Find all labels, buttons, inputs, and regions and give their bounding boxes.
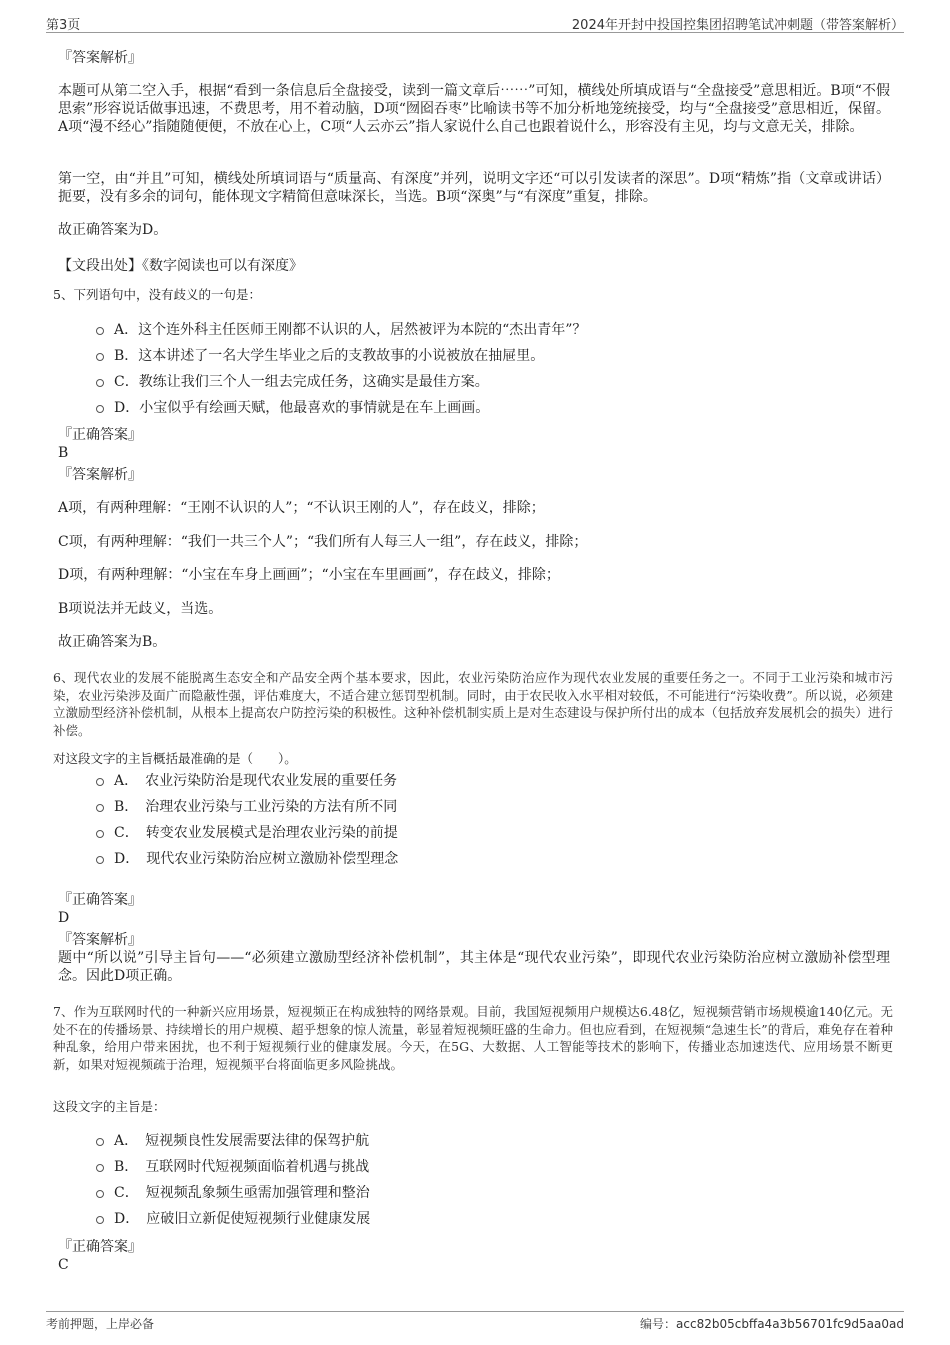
q4-analysis-para-1: 本题可从第二空入手，根据“看到一条信息后全盘接受，读到一篇文章后⋯⋯”可知，横线处所填成语与“全盘接受”意思相近。B项“不假思索”形容说话做事迅速，不费思考，用不着动脑，D项“囫囵吞枣”比喻读书等不加分析地笼统接受，均与“全盘接受”意思相近，保留。A项“漫不经心”指随随便便，不放在心上，C项“人云亦云”指人家说什么自己也跟着说什么，形容没有主见，均与文意无关，排除。 [58, 83, 890, 135]
q5-stem: 5、下列语句中，没有歧义的一句是： [53, 287, 261, 302]
q5-answer-label: 『正确答案』 [58, 427, 142, 443]
radio-icon[interactable] [96, 856, 104, 864]
document-code: 编号：acc82b05cbffa4a3b56701fc9d5aa0ad [640, 1317, 904, 1331]
q5-analysis-label: 『答案解析』 [58, 467, 142, 483]
q6-stem: 6、现代农业的发展不能脱离生态安全和产品安全两个基本要求，因此，农业污染防治应作为现代农业发展的重要任务之一。不同于工业污染和城市污染，农业污染涉及面广而隐蔽性强，评估难度大，不适合建立惩罚型机制。同时，由于农民收入水平相对较低，不可能进行“污染收费”。所以说，必须建立激励型经济补偿机制，从根本上提高农户防控污染的积极性。这种补偿机制实质上是对生态建设与保护所付出的成本（包括放弃发展机会的损失）进行补偿。 [53, 670, 893, 738]
q7-answer-label: 『正确答案』 [58, 1239, 142, 1255]
q6-analysis: 题中“所以说”引导主旨句——“必须建立激励型经济补偿机制”，其主体是“现代农业污染”，即现代农业污染防治应树立激励补偿型理念。因此D项正确。 [58, 950, 890, 984]
radio-icon[interactable] [96, 353, 104, 361]
q7-option-d[interactable]: D． 应破旧立新促使短视频行业健康发展 [96, 1210, 370, 1228]
radio-icon[interactable] [96, 379, 104, 387]
q4-conclusion: 故正确答案为D。 [58, 222, 168, 238]
radio-icon[interactable] [96, 1190, 104, 1198]
radio-icon[interactable] [96, 1164, 104, 1172]
footer-slogan: 考前押题，上岸必备 [46, 1317, 155, 1331]
page-header [46, 12, 904, 33]
radio-icon[interactable] [96, 778, 104, 786]
radio-icon[interactable] [96, 1138, 104, 1146]
q5-option-b[interactable]: B．这本讲述了一名大学生毕业之后的支教故事的小说被放在抽屉里。 [96, 347, 544, 365]
q5-analysis-line: B项说法并无歧义，当选。 [58, 601, 223, 617]
radio-icon[interactable] [96, 804, 104, 812]
document-title: 2024年开封中投国控集团招聘笔试冲刺题（带答案解析） [571, 18, 904, 33]
radio-icon[interactable] [96, 405, 104, 413]
q5-analysis-line: A项，有两种理解：“王刚不认识的人”；“不认识王刚的人”，存在歧义，排除； [58, 500, 545, 516]
page-footer [46, 1311, 904, 1336]
q6-option-a[interactable]: A． 农业污染防治是现代农业发展的重要任务 [96, 772, 397, 790]
q5-conclusion: 故正确答案为B。 [58, 634, 167, 650]
q7-option-b[interactable]: B． 互联网时代短视频面临着机遇与挑战 [96, 1158, 369, 1176]
q4-source: 【文段出处】《数字阅读也可以有深度》 [58, 258, 303, 274]
radio-icon[interactable] [96, 830, 104, 838]
q7-answer: C [58, 1257, 69, 1273]
q7-question: 这段文字的主旨是： [53, 1099, 166, 1114]
q4-analysis-para-2: 第一空，由“并且”可知，横线处所填词语与“质量高、有深度”并列，说明文字还“可以引发读者的深思”。D项“精炼”指（文章或讲话）扼要，没有多余的词句，能体现文字精简但意味深长，当选。B项“深奥”与“有深度”重复，排除。 [58, 171, 890, 205]
q7-stem: 7、作为互联网时代的一种新兴应用场景，短视频正在构成独特的网络景观。目前，我国短视频用户规模达6.48亿，短视频营销市场规模逾140亿元。无处不在的传播场景、持续增长的用户规模、超乎想象的惊人流量，彰显着短视频旺盛的生命力。但也应看到，在短视频“急速生长”的背后，难免存在着种种乱象，给用户带来困扰，也不利于短视频行业的健康发展。今天，在5G、大数据、人工智能等技术的影响下，传播业态加速迭代、应用场景不断更新，如果对短视频疏于治理，短视频平台将面临更多风险挑战。 [53, 1004, 893, 1072]
q5-analysis-line: D项，有两种理解：“小宝在车身上画画”；“小宝在车里画画”，存在歧义，排除； [58, 567, 560, 583]
q5-option-d[interactable]: D．小宝似乎有绘画天赋，他最喜欢的事情就是在车上画画。 [96, 399, 489, 417]
radio-icon[interactable] [96, 1216, 104, 1224]
q7-option-c[interactable]: C． 短视频乱象频生亟需加强管理和整治 [96, 1184, 370, 1202]
q6-option-b[interactable]: B． 治理农业污染与工业污染的方法有所不同 [96, 798, 397, 816]
q7-option-a[interactable]: A． 短视频良性发展需要法律的保驾护航 [96, 1132, 369, 1150]
page-number: 第3页 [46, 18, 81, 33]
q5-option-a[interactable]: A．这个连外科主任医师王刚都不认识的人，居然被评为本院的“杰出青年”？ [96, 321, 586, 339]
q5-analysis-line: C项，有两种理解：“我们一共三个人”；“我们所有人每三人一组”，存在歧义，排除； [58, 534, 588, 550]
radio-icon[interactable] [96, 327, 104, 335]
q6-option-d[interactable]: D． 现代农业污染防治应树立激励补偿型理念 [96, 850, 398, 868]
q6-answer-label: 『正确答案』 [58, 892, 142, 908]
q4-analysis-label: 『答案解析』 [58, 50, 142, 66]
q6-answer: D [58, 910, 70, 926]
q6-question: 对这段文字的主旨概括最准确的是（ ）。 [53, 751, 297, 766]
q5-option-c[interactable]: C．教练让我们三个人一组去完成任务，这确实是最佳方案。 [96, 373, 489, 391]
q6-option-c[interactable]: C． 转变农业发展模式是治理农业污染的前提 [96, 824, 398, 842]
q5-answer: B [58, 445, 69, 461]
q6-analysis-label: 『答案解析』 [58, 932, 142, 948]
